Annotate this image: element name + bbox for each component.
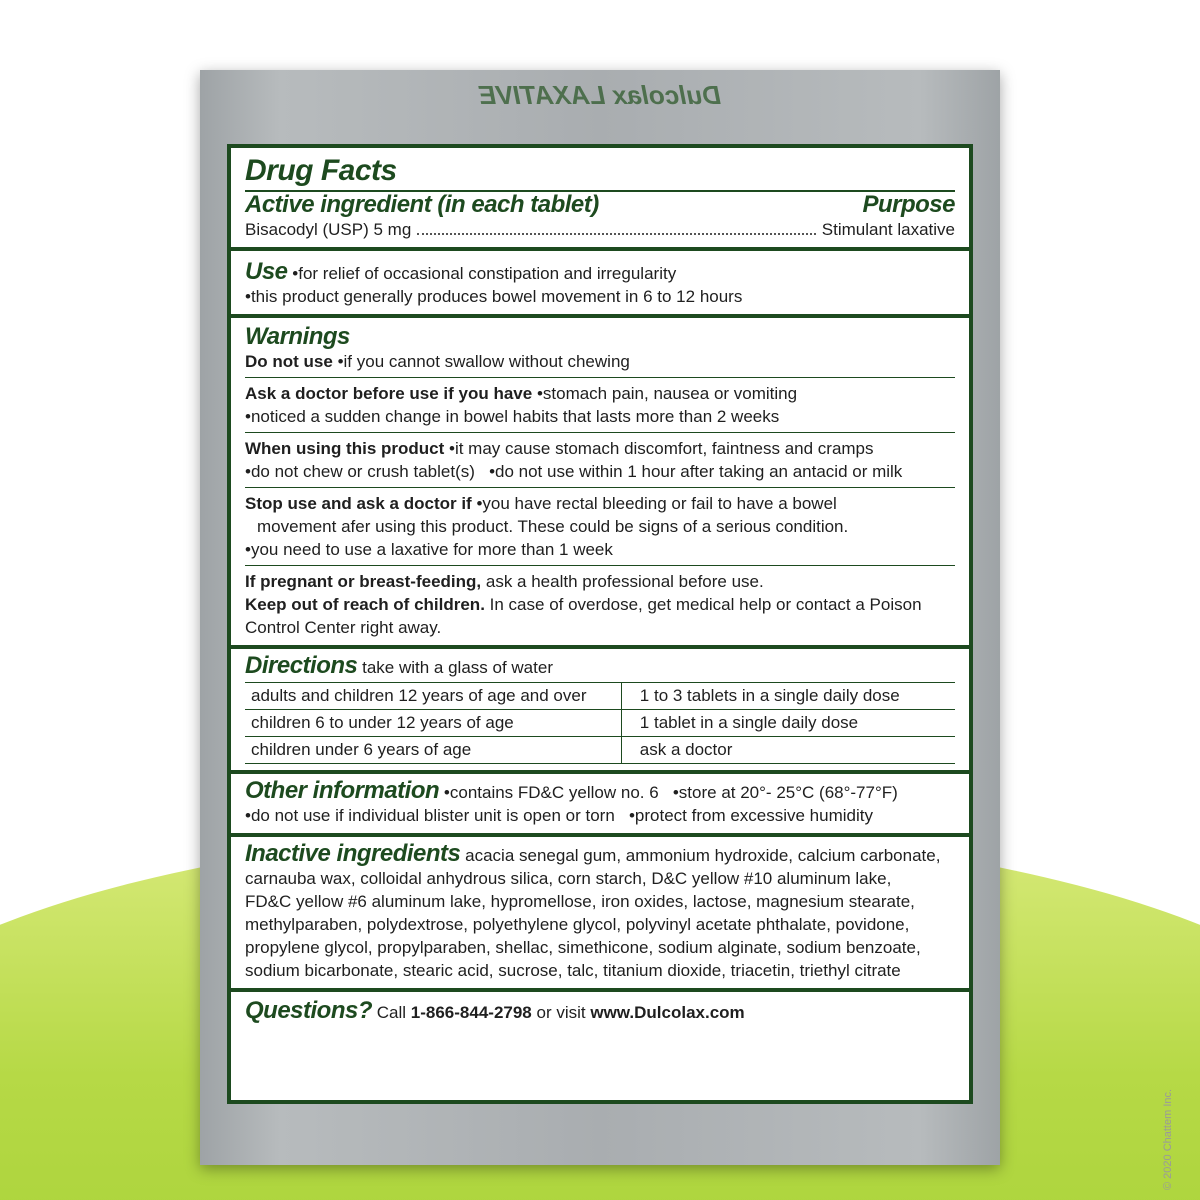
directions-dose: ask a doctor — [621, 737, 955, 764]
ask-doctor-block — [245, 377, 955, 428]
ingredient-purpose: Stimulant laxative — [821, 220, 955, 239]
directions-intro: take with a glass of water — [362, 658, 553, 677]
ask-doctor-text-2: •noticed a sudden change in bowel habits that lasts more than 2 weeks — [245, 407, 780, 426]
leader-dots — [417, 233, 815, 235]
directions-section — [231, 649, 969, 774]
keep-out-text-1: In case of overdose, get medical help or contact a Poison — [489, 595, 922, 614]
stop-use-block — [245, 487, 955, 561]
pregnant-label: If pregnant or breast-feeding, — [245, 572, 482, 591]
stop-use-label: Stop use and ask a doctor if — [245, 494, 472, 513]
warnings-heading: Warnings — [245, 323, 350, 350]
use-text-1: •for relief of occasional constipation and irregularity — [292, 264, 677, 283]
directions-who: children under 6 years of age — [245, 737, 621, 764]
use-section — [231, 251, 969, 318]
table-row — [245, 683, 955, 710]
active-ingredient-heading: Active ingredient (in each tablet) — [245, 191, 599, 218]
other-info-text-1: •contains FD&C yellow no. 6 — [443, 783, 659, 802]
table-row — [245, 737, 955, 764]
table-row — [245, 710, 955, 737]
inactive-text-1: acacia senegal gum, ammonium hydroxide, calcium carbonate, — [465, 846, 941, 865]
ask-doctor-text-1: •stomach pain, nausea or vomiting — [536, 384, 798, 403]
stop-use-text-2: movement afer using this product. These could be signs of a serious condition. — [257, 517, 849, 536]
questions-heading: Questions? — [245, 997, 373, 1024]
when-using-label: When using this product — [245, 439, 445, 458]
box-top-flap — [228, 80, 972, 140]
questions-phone: 1-866-844-2798 — [410, 1003, 532, 1022]
directions-who: children 6 to under 12 years of age — [245, 710, 621, 737]
use-heading: Use — [245, 258, 288, 285]
do-not-use-label: Do not use — [245, 352, 333, 371]
directions-dose: 1 to 3 tablets in a single daily dose — [621, 683, 955, 710]
inactive-text-5: propylene glycol, propylparaben, shellac, simethicone, sodium alginate, sodium benzoate, — [245, 938, 921, 957]
directions-dose: 1 tablet in a single daily dose — [621, 710, 955, 737]
when-using-text-3: •do not use within 1 hour after taking an antacid or milk — [489, 462, 903, 481]
directions-who: adults and children 12 years of age and over — [245, 683, 621, 710]
questions-website: www.Dulcolax.com — [590, 1003, 745, 1022]
directions-table — [245, 682, 955, 764]
other-info-section — [231, 774, 969, 837]
active-ingredient-header-row — [245, 192, 955, 218]
inactive-text-3: FD&C yellow #6 aluminum lake, hypromellose, iron oxides, lactose, magnesium stearate, — [245, 892, 915, 911]
purpose-heading: Purpose — [862, 191, 955, 218]
keep-out-label: Keep out of reach of children. — [245, 595, 485, 614]
stop-use-text-3: •you need to use a laxative for more than 1 week — [245, 540, 613, 559]
other-info-heading: Other information — [245, 777, 440, 804]
drug-facts-title: Drug Facts — [245, 154, 397, 187]
questions-section — [231, 992, 969, 1030]
box-product: LAXATIVE — [478, 80, 606, 110]
warnings-section — [231, 318, 969, 649]
use-text-2: •this product generally produces bowel movement in 6 to 12 hours — [245, 287, 743, 306]
inactive-text-2: carnauba wax, colloidal anhydrous silica, corn starch, D&C yellow #10 aluminum lake, — [245, 869, 892, 888]
inactive-ingredients-section — [231, 837, 969, 992]
ask-doctor-label: Ask a doctor before use if you have — [245, 384, 533, 403]
pregnant-block — [245, 565, 955, 639]
other-info-text-2: •store at 20°- 25°C (68°-77°F) — [672, 783, 898, 802]
directions-heading: Directions — [245, 652, 358, 679]
box-brand: Dulcolax — [612, 80, 722, 110]
keep-out-text-2: Control Center right away. — [245, 618, 442, 637]
when-using-text-2: •do not chew or crush tablet(s) — [245, 462, 475, 481]
do-not-use-text: •if you cannot swallow without chewing — [337, 352, 630, 371]
inactive-heading: Inactive ingredients — [245, 840, 461, 867]
ingredient-name: Bisacodyl (USP) 5 mg — [245, 220, 412, 239]
stop-use-text-1: •you have rectal bleeding or fail to have a bowel — [476, 494, 837, 513]
active-ingredient-row — [245, 218, 955, 241]
pregnant-text: ask a health professional before use. — [485, 572, 764, 591]
drug-facts-section — [231, 148, 969, 251]
other-info-text-4: •protect from excessive humidity — [628, 806, 873, 825]
drug-facts-panel — [227, 144, 973, 1104]
copyright-notice: © 2020 Chattem Inc. — [1162, 1088, 1174, 1190]
questions-call: Call — [376, 1003, 407, 1022]
when-using-block — [245, 432, 955, 483]
when-using-text-1: •it may cause stomach discomfort, faintness and cramps — [449, 439, 874, 458]
inactive-text-6: sodium bicarbonate, stearic acid, sucrose, talc, titanium dioxide, triacetin, triethyl citrate — [245, 961, 901, 980]
questions-or-visit: or visit — [536, 1003, 586, 1022]
inactive-text-4: methylparaben, polydextrose, polyethylene glycol, polyvinyl acetate phthalate, povidone, — [245, 915, 910, 934]
other-info-text-3: •do not use if individual blister unit is open or torn — [245, 806, 615, 825]
